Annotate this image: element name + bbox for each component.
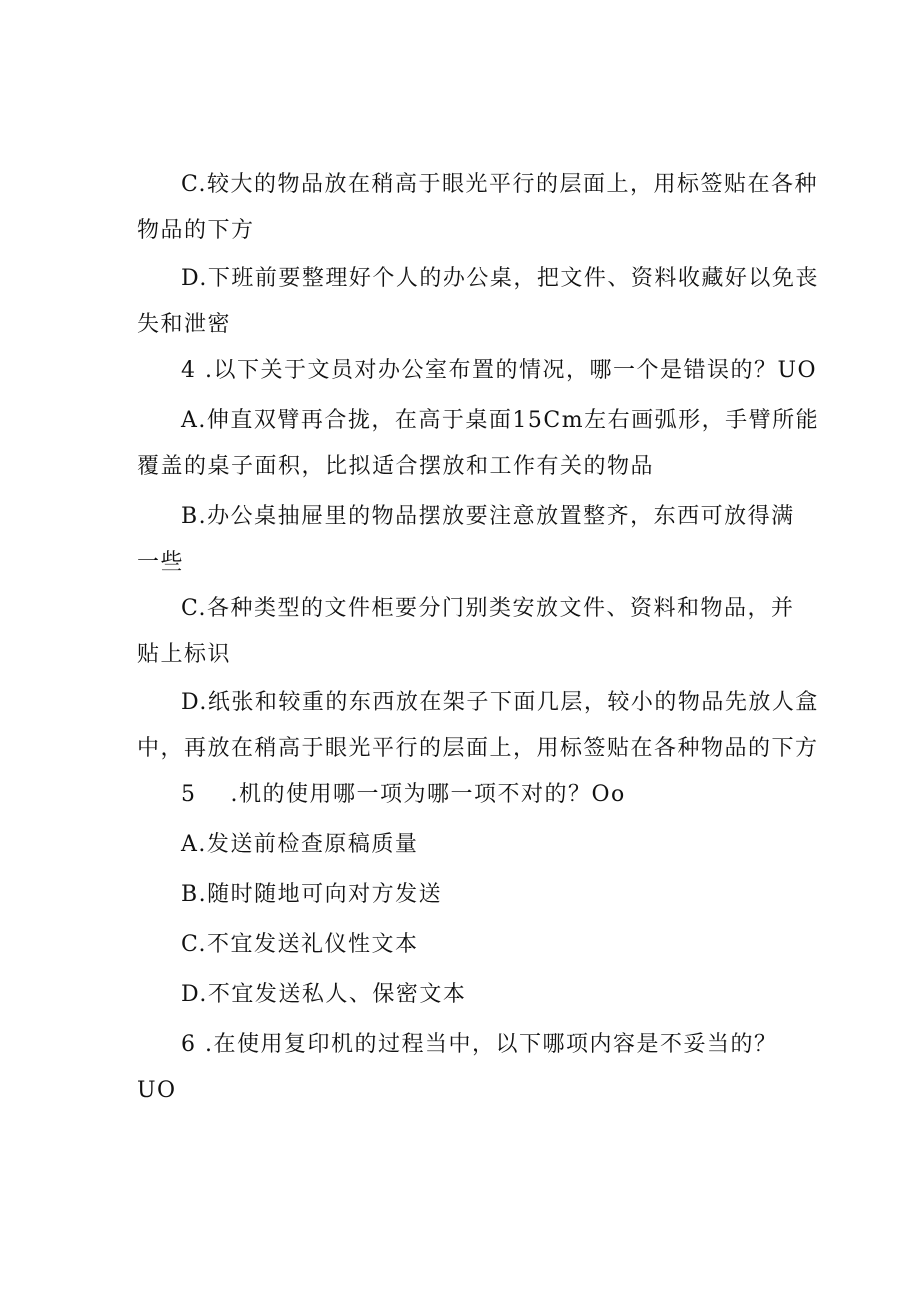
question-6 <box>137 1022 802 1114</box>
text-line: D.下班前要整理好个人的办公桌，把文件、资料收藏好以免丧 <box>181 266 819 291</box>
text-line: 贴上标识 <box>137 642 232 667</box>
question-5 <box>137 772 802 818</box>
text-line: C.较大的物品放在稍高于眼光平行的层面上，用标签贴在各种 <box>181 172 819 197</box>
text-line: 失和泄密 <box>137 312 232 337</box>
text-line: 覆盖的桌子面积，比拟适合摆放和工作有关的物品 <box>137 454 655 479</box>
text-line: 5 .机的使用哪一项为哪一项不对的？Oo <box>181 782 626 807</box>
option-d-q3 <box>137 256 819 348</box>
option-b-q5 <box>137 872 802 918</box>
text-line: C.各种类型的文件柜要分门别类安放文件、资料和物品，并 <box>181 596 795 621</box>
text-line: 物品的下方 <box>137 218 255 243</box>
text-line: B.随时随地可向对方发送 <box>181 882 443 907</box>
text-line: UO <box>137 1078 177 1103</box>
text-line: 6 .在使用复印机的过程当中，以下哪项内容是不妥当的？ <box>181 1032 778 1057</box>
option-a-q4 <box>137 398 820 490</box>
option-c-q4 <box>137 586 802 678</box>
option-c-q5 <box>137 922 802 968</box>
text-line: 一些 <box>137 550 185 575</box>
option-c-q3 <box>137 162 819 254</box>
question-4 <box>137 348 818 394</box>
option-b-q4 <box>137 494 802 586</box>
text-line: A.发送前检查原稿质量 <box>181 832 419 857</box>
option-a-q5 <box>137 822 802 868</box>
text-line: D.纸张和较重的东西放在架子下面几层，较小的物品先放人盒 <box>181 690 819 715</box>
text-line: 中，再放在稍高于眼光平行的层面上，用标签贴在各种物品的下方 <box>137 736 819 761</box>
option-d-q4 <box>137 680 819 772</box>
text-line: 4 .以下关于文员对办公室布置的情况，哪一个是错误的？UO <box>181 358 818 383</box>
text-line: A.伸直双臂再合拢，在高于桌面15Cm左右画弧形，手臂所能 <box>181 408 820 433</box>
option-d-q5 <box>137 972 802 1018</box>
text-line: D.不宜发送私人、保密文本 <box>181 982 467 1007</box>
text-line: C.不宜发送礼仪性文本 <box>181 932 419 957</box>
text-line: B.办公桌抽屉里的物品摆放要注意放置整齐，东西可放得满 <box>181 504 795 529</box>
